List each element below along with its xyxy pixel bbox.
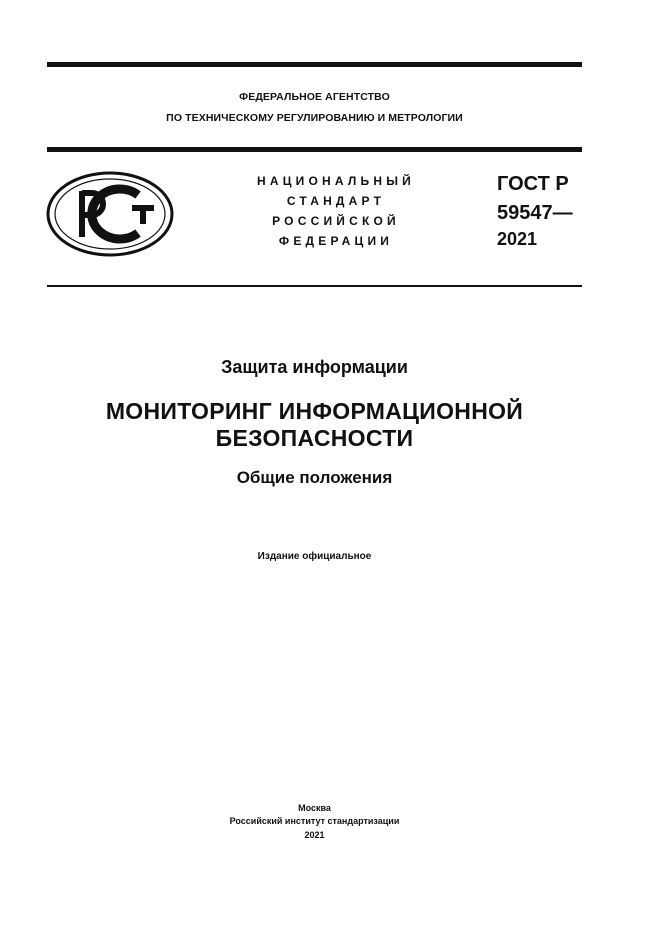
agency-name-line2: ПО ТЕХНИЧЕСКОМУ РЕГУЛИРОВАНИЮ И МЕТРОЛОГИИ [166, 112, 463, 124]
middle-rule [47, 147, 582, 152]
top-rule [47, 62, 582, 67]
standard-designation-line2: 59547— [497, 202, 573, 224]
standard-type-line2: СТАНДАРТ [286, 194, 386, 208]
document-subject: Защита информации [221, 357, 408, 377]
document-title-line2: БЕЗОПАСНОСТИ [215, 425, 414, 451]
standard-type-line4: ФЕДЕРАЦИИ [278, 234, 394, 248]
imprint-city: Москва [298, 803, 331, 813]
standard-type-line1: НАЦИОНАЛЬНЫЙ [256, 174, 416, 188]
edition-label: Издание официальное [257, 551, 372, 562]
standard-designation-year: 2021 [497, 229, 538, 249]
standard-type-line3: РОССИЙСКОЙ [272, 214, 400, 228]
agency-name-line1: ФЕДЕРАЛЬНОЕ АГЕНТСТВО [239, 91, 390, 103]
standard-designation-line1: ГОСТ Р [497, 173, 569, 195]
imprint-publisher: Российский институт стандартизации [229, 816, 400, 826]
rst-certification-mark-icon [46, 171, 174, 257]
imprint-year: 2021 [304, 830, 325, 840]
document-subtitle: Общие положения [236, 468, 393, 487]
document-title-line1: МОНИТОРИНГ ИНФОРМАЦИОННОЙ [105, 398, 524, 424]
bottom-rule [47, 285, 582, 287]
